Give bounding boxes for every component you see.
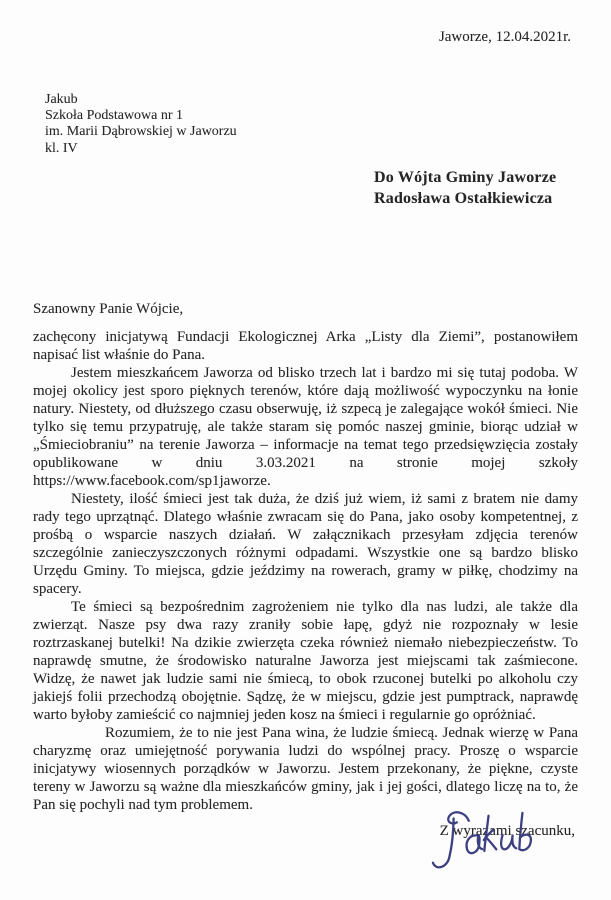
paragraph-danger: Te śmieci są bezpośrednim zagrożeniem nie tylko dla nas ludzi, ale także dla zwierząt. Nasze psy dwa razy zraniły sobie łapę, gdyż nie rozpoznały w lesie roztrzaskanej butelki! Na dzikie zwierzęta czeka również niemało niebezpieczeństw. To naprawdę smutne, że środowisko naturalne Jaworza jest miejscami tak zaśmiecone. Widzę, że nawet jak ludzie sami nie śmiecą, to obok rzuconej butelki po alkoholu czy jakiejś folii przechodzą obojętnie. Sądzę, że w miejscu, gdzie jest pumptrack, naprawdę warto byłoby zamieścić co najmniej jeden kosz na śmieci i regularnie go opróżniać. [33, 598, 578, 723]
handwritten-signature [424, 804, 559, 882]
sender-class: kl. IV [45, 140, 78, 156]
paragraph-intro: zachęcony inicjatywą Fundacji Ekologicznej Arka „Listy dla Ziemi”, postanowiłem napisać list właśnie do Pana. [33, 328, 578, 363]
salutation: Szanowny Panie Wójcie, [33, 300, 184, 317]
letter-body [33, 328, 578, 814]
paragraph-appeal: Rozumiem, że to nie jest Pana wina, że ludzie śmiecą. Jednak wierzę w Pana charyzmę oraz umiejętność porywania ludzi do wspólnej pracy. Proszę o wsparcie inicjatywy wiosennych porządków w Jaworzu. Jestem przekonany, że piękne, czyste tereny w Jaworzu są ważne dla mieszkańców gminy, jak i jej gości, dlatego liczę na to, że Pan się pochyli nad tym problemem. [33, 724, 578, 813]
sender-block [45, 92, 611, 157]
sender-school-patron: im. Marii Dąbrowskiej w Jaworzu [45, 124, 237, 140]
date-line: Jaworze, 12.04.2021r. [438, 29, 571, 45]
paragraph-request: Niestety, ilość śmieci jest tak duża, że dziś już wiem, iż sami z bratem nie damy rady tego uprzątnąć. Dlatego właśnie zwracam się do Pana, jako osoby kompetentnej, z prośbą o wsparcie naszych działań. W załącznikach przesyłam zdjęcia terenów szczególnie zanieczyszczonych różnymi odpadami. Wszystkie one są bardzo blisko Urzędu Gminy. To miejsca, gdzie jeździmy na rowerach, gramy w piłkę, chodzimy na spacery. [33, 490, 578, 597]
paragraph-resident: Jestem mieszkańcem Jaworza od blisko trzech lat i bardzo mi się tutaj podoba. W mojej okolicy jest sporo pięknych terenów, które dają możliwość wypoczynku na łonie natury. Niestety, od dłuższego czasu obserwuję, iż szpecą je zalegające wokół śmieci. Nie tylko się temu przypatruję, ale także staram się pomóc naszej gminie, biorąc udział w „Śmieciobraniu” na terenie Jaworza – informacje na temat tego przedsięwzięcia zostały opublikowane w dniu 3.03.2021 na stronie mojej szkoły https://www.facebook.com/sp1jaworze. [33, 364, 578, 489]
recipient-name: Radosława Ostałkiewicza [374, 189, 553, 207]
sender-school: Szkoła Podstawowa nr 1 [45, 108, 184, 124]
sender-name: Jakub [45, 92, 78, 107]
closing-phrase: Z wyrazami szacunku, [439, 822, 575, 839]
recipient-title: Do Wójta Gminy Jaworze [374, 168, 557, 186]
signature-ink-icon [424, 804, 559, 882]
recipient-block [374, 167, 611, 209]
